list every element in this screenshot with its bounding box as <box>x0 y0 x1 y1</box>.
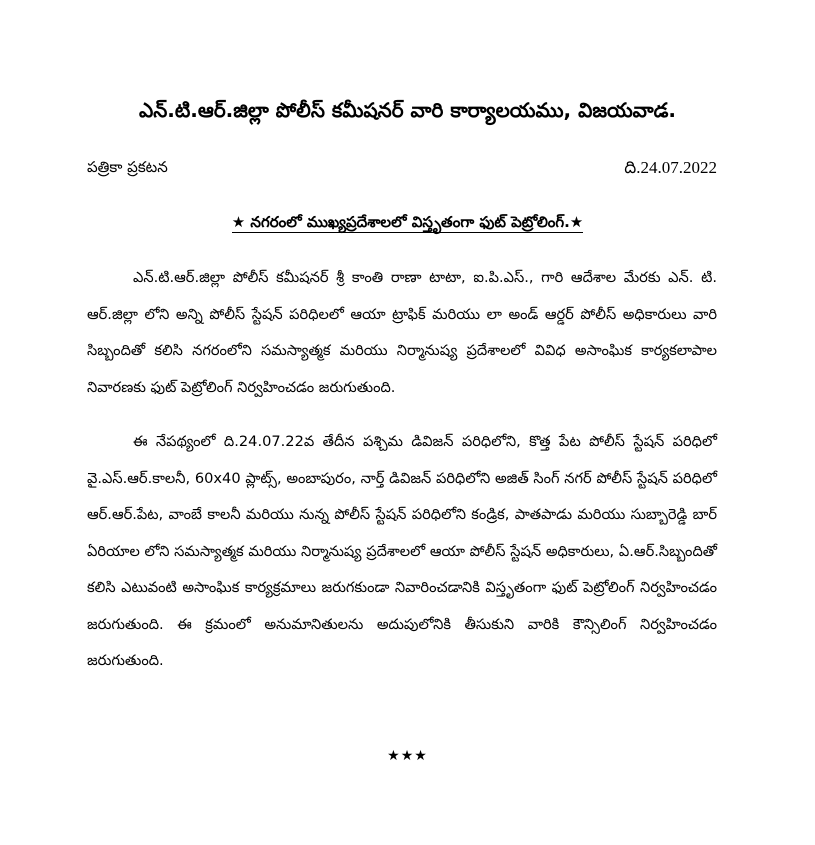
subject-line <box>0 209 815 235</box>
document-heading: ఎన్.టి.ఆర్.జిల్లా పోలీస్ కమీషనర్ వారి కార్యాలయము, విజయవాడ. <box>138 98 677 122</box>
press-release-meta <box>87 158 717 182</box>
body-paragraph-1: ఎన్.టి.ఆర్.జిల్లా పోలీస్ కమీషనర్ శ్రీ కాంతి రాణా టాటా, ఐ.పి.ఎస్., గారి ఆదేశాల మేరకు ఎన్. టి. ఆర్.జిల్లా లోని అన్ని పోలీస్ స్టేషన్ పరిధిలలో ఆయా ట్రాఫిక్ మరియు లా అండ్ ఆర్డర్ పోలీస్ అధికారులు వారి సిబ్బందితో కలిసి నగరంలోని సమస్యాత్మక మరియు నిర్మానుష్య ప్రదేశాలలో వివిధ అసాంఘిక కార్యకలాపాల నివారణకు ఫుట్ పెట్రోలింగ్ నిర్వహించడం జరుగుతుంది. <box>87 269 717 396</box>
body-paragraph-2: ఈ నేపథ్యంలో ది.24.07.22వ తేదీన పశ్చిమ డివిజన్ పరిధిలోని, కొత్త పేట పోలీస్ స్టేషన్ పరిధిలో వై.ఎస్.ఆర్.కాలనీ, 60x40 ప్లాట్స్, అంబాపురం, నార్త్ డివిజన్ పరిధిలోని అజిత్ సింగ్ నగర్ పోలీస్ స్టేషన్ పరిధిలో ఆర్.ఆర్.పేట, వాంబే కాలనీ మరియు నున్న పోలీస్ స్టేషన్ పరిధిలోని కండ్రిక, పాతపాడు మరియు సుబ్బారెడ్డి బార్ ఏరియాల లోని సమస్యాత్మక మరియు నిర్మానుష్య ప్రదేశాలలో ఆయా పోలీస్ స్టేషన్ అధికారులు, ఏ.ఆర్.సిబ్బందితో కలిసి ఎటువంటి అసాంఘిక కార్యక్రమాలు జరుగకుండా నివారించడానికి విస్తృతంగా ఫుట్ పెట్రోలింగ్ నిర్వహించడం జరుగుతుంది. ఈ క్రమంలో అనుమానితులను అదుపులోనికి తీసుకుని వారికి కౌన్సిలింగ్ నిర్వహించడం జరుగుతుంది. <box>87 433 717 669</box>
subject-text: ★ నగరంలో ముఖ్యప్రదేశాలలో విస్తృతంగా ఫుట్ పెట్రోలింగ్.★ <box>231 213 584 231</box>
end-mark: ★★★ <box>387 748 428 764</box>
press-release-label: పత్రికా ప్రకటన <box>87 158 168 176</box>
release-date: ది.24.07.2022 <box>624 158 717 177</box>
